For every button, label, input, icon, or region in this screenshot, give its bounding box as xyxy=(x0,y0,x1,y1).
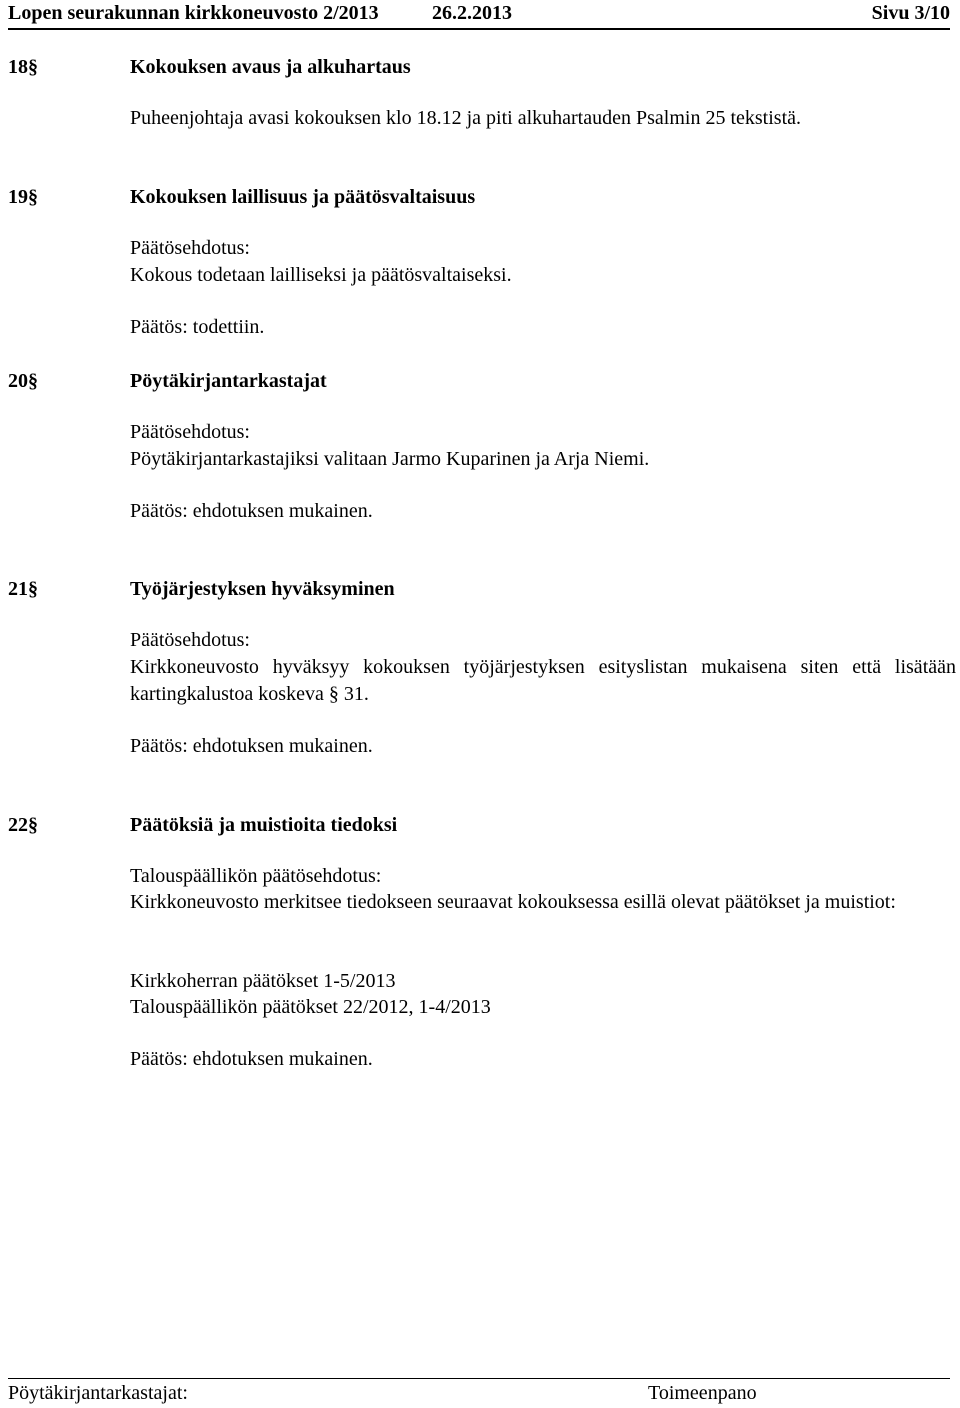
header-organization: Lopen seurakunnan kirkkoneuvosto 2/2013 xyxy=(8,2,379,24)
proposal-label: Päätösehdotus: xyxy=(130,421,250,443)
section-number: 19§ xyxy=(8,186,38,208)
section-number: 20§ xyxy=(8,370,38,392)
section-title: Kokouksen avaus ja alkuhartaus xyxy=(130,56,411,78)
page-header xyxy=(8,0,950,30)
list-item: Talouspäällikön päätökset 22/2012, 1-4/2013 xyxy=(130,996,491,1018)
section-number: 18§ xyxy=(8,56,38,78)
proposal-text: Kirkkoneuvosto hyväksyy kokouksen työjärjestyksen esityslistan mukaisena siten että lisätään kartingkalustoa koskeva § 31. xyxy=(130,656,956,705)
list-item: Kirkkoherran päätökset 1-5/2013 xyxy=(130,970,396,992)
proposal-label: Päätösehdotus: xyxy=(130,237,250,259)
section-title: Työjärjestyksen hyväksyminen xyxy=(130,578,395,600)
decision-text: Päätös: ehdotuksen mukainen. xyxy=(130,735,373,757)
section-title: Kokouksen laillisuus ja päätösvaltaisuus xyxy=(130,186,476,208)
decision-text: Päätös: todettiin. xyxy=(130,316,265,338)
proposal-label: Talouspäällikön päätösehdotus: xyxy=(130,865,382,887)
section-title: Pöytäkirjantarkastajat xyxy=(130,370,327,392)
section-number: 22§ xyxy=(8,814,38,836)
footer-execution-label: Toimeenpano xyxy=(648,1382,757,1404)
header-date: 26.2.2013 xyxy=(432,2,512,24)
section-number: 21§ xyxy=(8,578,38,600)
page-footer xyxy=(8,1378,950,1408)
proposal-text: Pöytäkirjantarkastajiksi valitaan Jarmo Kuparinen ja Arja Niemi. xyxy=(130,448,650,470)
decision-text: Päätös: ehdotuksen mukainen. xyxy=(130,1048,373,1070)
header-page-number: Sivu 3/10 xyxy=(871,2,950,24)
proposal-text: Kokous todetaan lailliseksi ja päätösvaltaiseksi. xyxy=(130,264,512,286)
section-title: Päätöksiä ja muistioita tiedoksi xyxy=(130,814,398,836)
footer-reviewers-label: Pöytäkirjantarkastajat: xyxy=(8,1382,188,1404)
proposal-label: Päätösehdotus: xyxy=(130,629,250,651)
proposal-text: Kirkkoneuvosto merkitsee tiedokseen seuraavat kokouksessa esillä olevat päätökset ja muistiot: xyxy=(130,891,896,913)
section-text: Puheenjohtaja avasi kokouksen klo 18.12 ja piti alkuhartauden Psalmin 25 tekstistä. xyxy=(130,107,801,129)
decision-text: Päätös: ehdotuksen mukainen. xyxy=(130,500,373,522)
